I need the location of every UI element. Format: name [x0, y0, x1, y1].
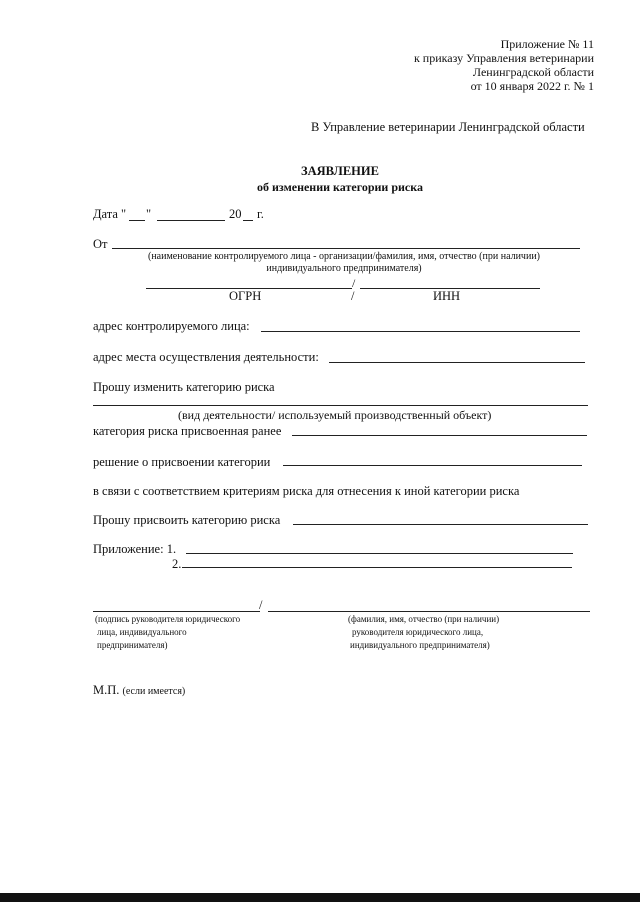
from-hint-1: (наименование контролируемого лица - организации/фамилия, имя, отчество (при наличии)	[148, 251, 540, 262]
category-previous-field[interactable]	[292, 435, 587, 436]
date-year-field[interactable]	[243, 220, 253, 221]
header-line-3: Ленинградской области	[472, 65, 594, 79]
header-line-1: Приложение № 11	[500, 37, 594, 51]
stamp-abbrev: М.П.	[93, 683, 120, 697]
category-previous-label: категория риска присвоенная ранее	[93, 424, 282, 438]
stamp-label	[93, 683, 185, 698]
date-label: Дата "	[93, 207, 127, 221]
addressee: В Управление ветеринарии Ленинградской области	[311, 120, 585, 134]
ogrn-label: ОГРН	[229, 289, 262, 303]
header-line-4: от 10 января 2022 г. № 1	[470, 79, 594, 93]
date-month-field[interactable]	[157, 220, 225, 221]
assign-category-field[interactable]	[293, 524, 588, 525]
controlled-address-label: адрес контролируемого лица:	[93, 319, 250, 333]
ogrn-inn-slash-top: /	[352, 276, 356, 290]
signature-field[interactable]	[93, 611, 260, 612]
signature-hint-right-3: индивидуального предпринимателя)	[350, 640, 490, 650]
attachment-2-label: 2.	[172, 557, 182, 571]
signer-name-field[interactable]	[268, 611, 590, 612]
signature-hint-left-2: лица, индивидуального	[97, 627, 187, 637]
applicant-name-field[interactable]	[112, 248, 580, 249]
document-title: ЗАЯВЛЕНИЕ	[301, 164, 379, 178]
from-hint-2: индивидуального предпринимателя)	[266, 263, 422, 274]
signature-hint-right-2: руководителя юридического лица,	[352, 627, 484, 637]
date-quote: "	[146, 207, 152, 221]
header-line-2: к приказу Управления ветеринарии	[413, 51, 594, 65]
activity-type-field[interactable]	[93, 405, 588, 406]
attachment-2-field[interactable]	[182, 567, 572, 568]
change-request-label: Прошу изменить категорию риска	[93, 380, 275, 394]
reason-text: в связи с соответствием критериям риска для отнесения к иной категории риска	[93, 484, 520, 498]
assign-request-label: Прошу присвоить категорию риска	[93, 513, 281, 527]
signature-hint-right-1: (фамилия, имя, отчество (при наличии)	[348, 614, 500, 624]
date-year-prefix: 20	[229, 207, 242, 221]
from-label: От	[93, 237, 108, 251]
ogrn-inn-slash: /	[351, 289, 355, 303]
date-day-field[interactable]	[129, 220, 145, 221]
document-subtitle: об изменении категории риска	[257, 180, 423, 194]
date-year-suffix: г.	[257, 207, 264, 221]
signature-hint-left-1: (подпись руководителя юридического	[95, 614, 241, 624]
stamp-note: (если имеется)	[122, 686, 186, 697]
decision-field[interactable]	[283, 465, 582, 466]
activity-address-field[interactable]	[329, 362, 585, 363]
activity-hint: (вид деятельности/ используемый производственный объект)	[178, 408, 492, 422]
signature-hint-left-3: предпринимателя)	[97, 640, 168, 650]
controlled-address-field[interactable]	[261, 331, 580, 332]
inn-label: ИНН	[433, 289, 461, 303]
scan-bottom-edge	[0, 893, 640, 902]
decision-label: решение о присвоении категории	[93, 455, 271, 469]
signature-slash: /	[259, 598, 263, 612]
attachment-1-field[interactable]	[186, 553, 573, 554]
activity-address-label: адрес места осуществления деятельности:	[93, 350, 319, 364]
attachment-label: Приложение: 1.	[93, 542, 177, 556]
